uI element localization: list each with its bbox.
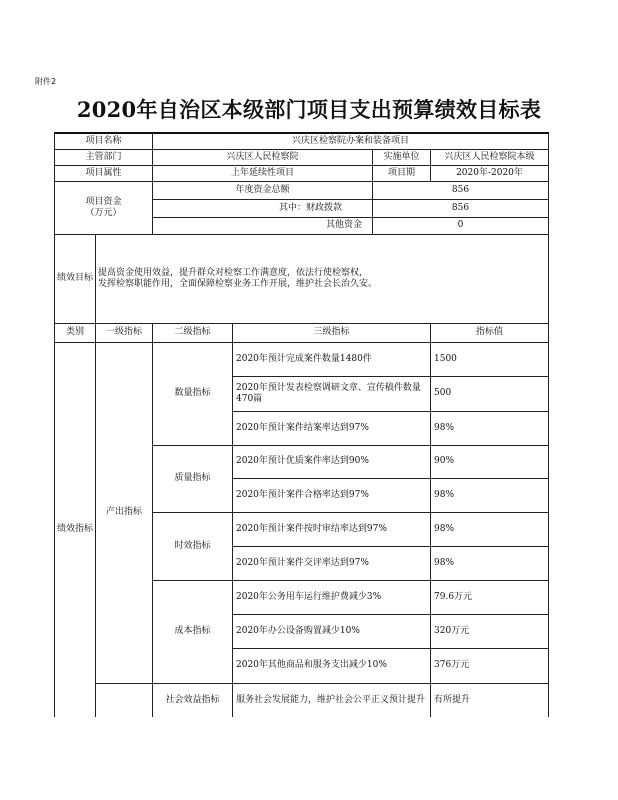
indicator-value: 79.6万元	[431, 580, 549, 614]
fiscal-value: 856	[373, 199, 549, 217]
indicator-name: 2020年预计案件结案率达到97%	[233, 411, 431, 445]
quality-indicator-cell: 质量指标	[153, 445, 233, 512]
indicator-name: 2020年预计案件按时审结率达到97%	[233, 512, 431, 546]
impl-label: 实施单位	[373, 149, 431, 165]
col-level3: 三级指标	[233, 323, 431, 342]
indicator-name: 2020年其他商品和服务支出减少10%	[233, 648, 431, 683]
dept-label: 主管部门	[55, 149, 153, 165]
col-level1: 一级指标	[96, 323, 153, 342]
funds-label: 项目资金 （万元）	[55, 181, 153, 234]
quantity-indicator-cell: 数量指标	[153, 342, 233, 445]
indicator-value: 98%	[431, 411, 549, 445]
indicator-value: 320万元	[431, 614, 549, 648]
indicator-value: 98%	[431, 546, 549, 580]
indicator-value: 98%	[431, 478, 549, 512]
attr-label: 项目属性	[55, 165, 153, 181]
other-value: 0	[373, 217, 549, 234]
indicator-value: 98%	[431, 512, 549, 546]
period-value: 2020年-2020年	[431, 165, 549, 181]
indicator-value: 500	[431, 376, 549, 411]
indicator-value: 1500	[431, 342, 549, 376]
col-level2: 二级指标	[153, 323, 233, 342]
output-indicator-cell: 产出指标	[96, 342, 153, 683]
page-title: 2020年自治区本级部门项目支出预算绩效目标表	[76, 97, 542, 122]
indicator-name: 2020年办公设备购置减少10%	[233, 614, 431, 648]
impl-value: 兴庆区人民检察院本级	[431, 149, 549, 165]
category-cell: 绩效指标	[55, 342, 96, 717]
project-name-label: 项目名称	[55, 133, 153, 149]
goal-label: 绩效目标	[55, 234, 96, 323]
project-name-value: 兴庆区检察院办案和装备项目	[153, 133, 549, 149]
goal-text	[96, 234, 549, 323]
fiscal-label: 其中：财政拨款	[153, 199, 373, 217]
period-label: 项目期	[373, 165, 431, 181]
indicator-name: 2020年预计发表检察调研文章、宣传稿件数量470篇	[233, 376, 431, 411]
attr-value: 上年延续性项目	[153, 165, 373, 181]
col-category: 类别	[55, 323, 96, 342]
social-indicator-cell: 社会效益指标	[153, 683, 233, 717]
indicator-value: 90%	[431, 445, 549, 478]
annual-total-label: 年度资金总额	[153, 181, 373, 199]
outcome-indicator-cell	[96, 683, 153, 717]
col-value: 指标值	[431, 323, 549, 342]
indicator-name: 2020年公务用车运行维护费减少3%	[233, 580, 431, 614]
indicator-value: 376万元	[431, 648, 549, 683]
indicator-name: 2020年预计完成案件数量1480件	[233, 342, 431, 376]
indicator-name: 2020年预计案件交评率达到97%	[233, 546, 431, 580]
indicator-name: 2020年预计优质案件率达到90%	[233, 445, 431, 478]
indicator-name: 服务社会发展能力，维护社会公平正义预计提升	[233, 683, 431, 717]
goal-text-line1: 提高资金使用效益，提升群众对检察工作满意度，依法行使检察权，	[98, 267, 369, 278]
goal-text-line2: 发挥检察职能作用，全面保障检察业务工作开展，维护社会长治久安。	[98, 278, 378, 289]
other-label: 其他资金	[153, 217, 373, 234]
cost-indicator-cell: 成本指标	[153, 580, 233, 683]
dept-value: 兴庆区人民检察院	[153, 149, 373, 165]
attachment-label: 附件2	[35, 77, 57, 86]
indicator-name: 2020年预计案件合格率达到97%	[233, 478, 431, 512]
timeliness-indicator-cell: 时效指标	[153, 512, 233, 580]
annual-total-value: 856	[373, 181, 549, 199]
indicator-value: 有所提升	[431, 683, 549, 717]
performance-target-table	[54, 132, 549, 717]
